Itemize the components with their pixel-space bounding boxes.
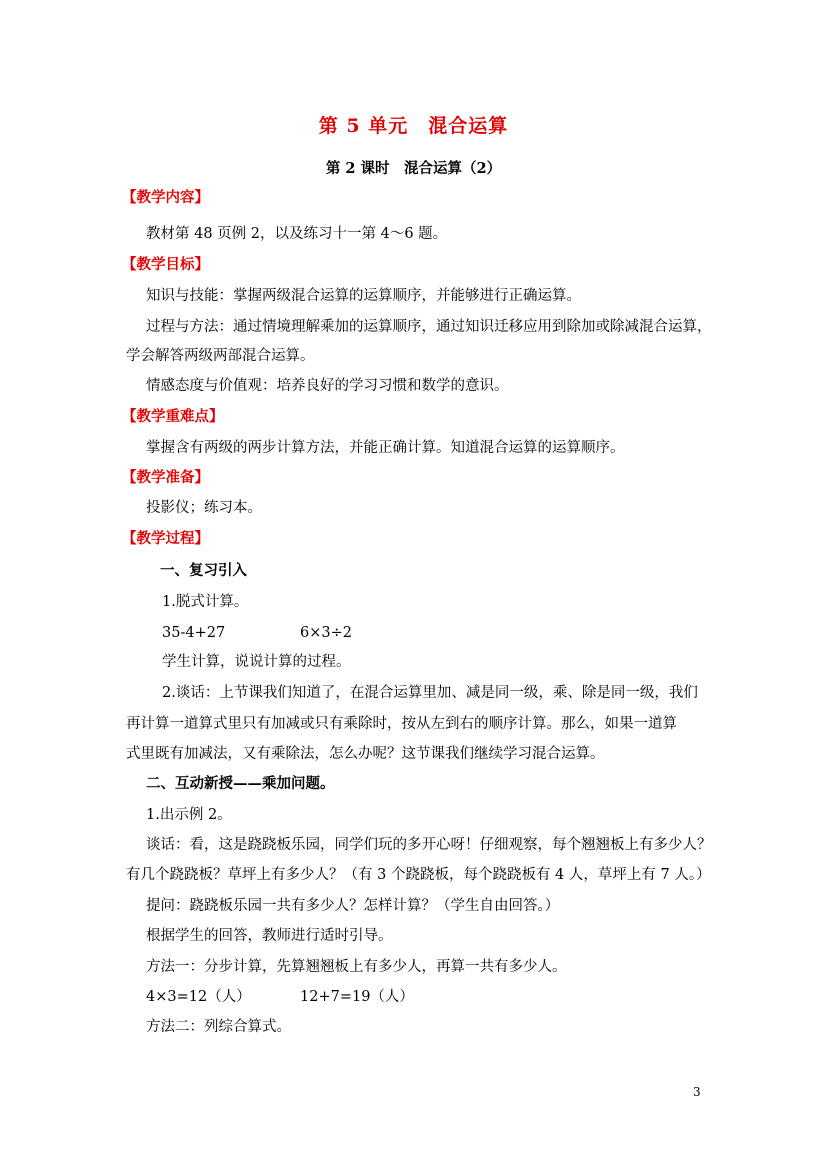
talk-line1: 谈话：看，这是跷跷板乐园，同学们玩的多开心呀！仔细观察，每个翘翘板上有多少人？ <box>146 837 712 853</box>
content-heading: 【教学内容】 <box>122 189 209 206</box>
goal-process-line2: 学会解答两级两部混合运算。 <box>126 348 315 364</box>
part2-title: 二、互动新授——乘加问题。 <box>146 775 335 792</box>
guide: 根据学生的回答，教师进行适时引导。 <box>146 928 393 944</box>
goal-process-line1: 过程与方法：通过情境理解乘加的运算顺序，通过知识迁移应用到除加或除减混合运算， <box>146 319 712 335</box>
method1: 方法一：分步计算，先算翘翘板上有多少人，再算一共有多少人。 <box>146 959 567 975</box>
page-number: 3 <box>693 1085 701 1099</box>
method2: 方法二：列综合算式。 <box>146 1019 291 1035</box>
part1-item1: 1.脱式计算。 <box>162 594 249 610</box>
part1-title: 一、复习引入 <box>160 562 247 579</box>
part1-item2-line3: 式里既有加减法，又有乘除法，怎么办呢？这节课我们继续学习混合运算。 <box>126 746 605 762</box>
prep-text: 投影仪；练习本。 <box>146 500 262 516</box>
part1-student: 学生计算，说说计算的过程。 <box>162 654 351 670</box>
part2-item1: 1.出示例 2。 <box>146 807 232 823</box>
expression-b: 6×3÷2 <box>300 625 352 641</box>
goal-knowledge: 知识与技能：掌握两级混合运算的运算顺序，并能够进行正确运算。 <box>146 288 581 304</box>
part1-item2-line2: 再计算一道算式里只有加减或只有乘除时，按从左到右的顺序计算。那么，如果一道算 <box>126 716 677 732</box>
calc-a: 4×3=12（人） <box>146 989 251 1005</box>
content-text: 教材第 48 页例 2，以及练习十一第 4～6 题。 <box>146 226 448 242</box>
part1-item2-line1: 2.谈话：上节课我们知道了，在混合运算里加、减是同一级，乘、除是同一级，我们 <box>162 685 698 701</box>
prep-heading: 【教学准备】 <box>122 469 209 486</box>
calc-b: 12+7=19（人） <box>300 989 414 1005</box>
talk-line2: 有几个跷跷板？草坪上有多少人？（有 3 个跷跷板，每个跷跷板有 4 人，草坪上有 7 人。） <box>126 867 711 883</box>
document-title: 第 5 单元 混合运算 <box>318 115 509 137</box>
key-heading: 【教学重难点】 <box>122 408 224 425</box>
key-text: 掌握含有两级的两步计算方法，并能正确计算。知道混合运算的运算顺序。 <box>146 440 625 456</box>
goals-heading: 【教学目标】 <box>122 256 209 273</box>
process-heading: 【教学过程】 <box>122 530 209 547</box>
expression-a: 35-4+27 <box>162 625 226 641</box>
lesson-subtitle: 第 2 课时 混合运算（2） <box>325 160 502 177</box>
goal-attitude: 情感态度与价值观：培养良好的学习习惯和数学的意识。 <box>146 378 509 394</box>
question: 提问：跷跷板乐园一共有多少人？怎样计算？（学生自由回答。） <box>146 898 560 914</box>
